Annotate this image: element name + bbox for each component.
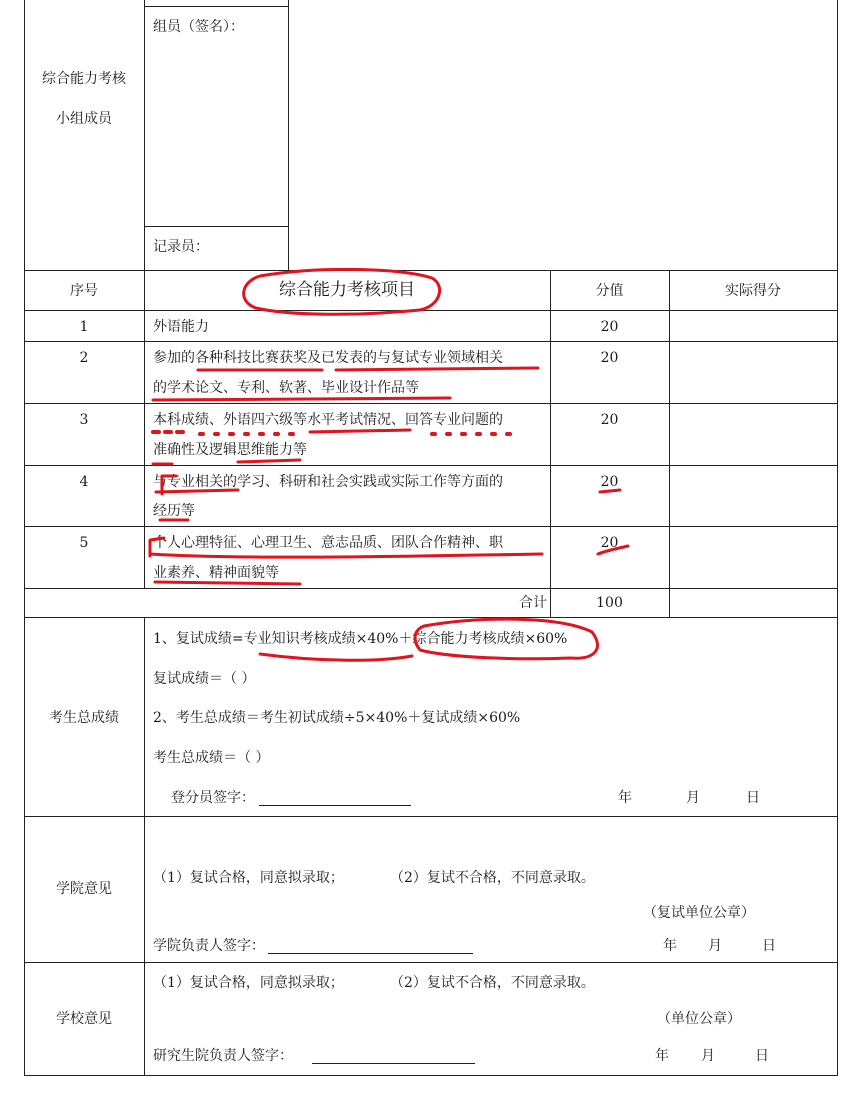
row-index: 1 — [79, 319, 89, 335]
row-index: 4 — [79, 474, 89, 490]
final-score-field[interactable]: 考生总成绩＝（ ） — [153, 750, 270, 766]
row-score: 20 — [600, 412, 619, 428]
row-line-bottom — [24, 1075, 837, 1076]
row-line-recorder — [144, 226, 288, 227]
formula-retest: 1、复试成绩=专业知识考核成绩×40%＋综合能力考核成绩×60% — [153, 631, 568, 647]
header-index: 序号 — [70, 283, 98, 299]
date-day: 日 — [755, 1048, 769, 1064]
row-line-top — [144, 6, 288, 7]
row-item-text: 外语能力 — [153, 319, 209, 335]
total-label: 合计 — [519, 595, 547, 611]
annotation-underline — [238, 460, 300, 462]
annotation-underline — [336, 368, 538, 370]
date-year: 年 — [655, 1048, 669, 1064]
actual-score-cell[interactable] — [670, 311, 836, 341]
committee-label-line2: 小组成员 — [56, 111, 112, 127]
college-option-pass[interactable]: （1）复试合格，同意拟录取； — [153, 870, 344, 886]
actual-score-cell[interactable] — [670, 466, 836, 526]
total-score-label: 考生总成绩 — [49, 710, 119, 726]
row-score: 20 — [600, 535, 619, 551]
row-index: 5 — [79, 535, 89, 551]
row-item-text-line1: 本科成绩、外语四六级等水平考试情况、回答专业问题的 — [153, 412, 503, 428]
date-day: 日 — [762, 938, 776, 954]
row-item-text-line1: 与专业相关的学习、科研和社会实践或实际工作等方面的 — [153, 474, 503, 490]
retest-score-field[interactable]: 复试成绩＝（ ） — [153, 671, 256, 687]
date-month: 月 — [708, 938, 722, 954]
total-value: 100 — [596, 595, 623, 611]
row-index: 3 — [79, 412, 89, 428]
row-line-college — [24, 962, 837, 963]
committee-label-line1: 综合能力考核 — [42, 71, 126, 87]
college-sign-label: 学院负责人签字： — [153, 938, 265, 954]
header-score: 分值 — [595, 283, 624, 299]
recorder-label: 记录员： — [153, 239, 209, 255]
date-year: 年 — [618, 790, 632, 806]
row-line-score — [24, 816, 837, 817]
college-seal: （复试单位公章） — [643, 905, 755, 921]
college-sign-line[interactable] — [268, 953, 473, 954]
actual-score-cell[interactable] — [670, 342, 836, 403]
annotation-underline — [150, 554, 542, 557]
school-sign-line[interactable] — [312, 1063, 475, 1064]
row-item-text-line2: 经历等 — [153, 503, 195, 519]
college-opinion-label: 学院意见 — [56, 881, 112, 897]
annotation-underline — [310, 430, 410, 432]
school-seal: （单位公章） — [657, 1011, 741, 1027]
school-option-pass[interactable]: （1）复试合格，同意拟录取； — [153, 975, 344, 991]
registrar-sign-line[interactable] — [259, 805, 411, 806]
college-option-fail[interactable]: （2）复试不合格，不同意录取。 — [390, 870, 595, 886]
date-year: 年 — [663, 938, 677, 954]
row-item-text-line2: 的学术论文、专利、软著、毕业设计作品等 — [153, 380, 419, 396]
header-item: 综合能力考核项目 — [279, 280, 415, 300]
registrar-sign-label: 登分员签字： — [171, 790, 255, 806]
date-day: 日 — [746, 790, 760, 806]
school-sign-label: 研究生院负责人签字： — [153, 1048, 293, 1064]
row-item-text-line2: 准确性及逻辑思维能力等 — [153, 442, 307, 458]
row-score: 20 — [600, 319, 619, 335]
annotation-underline — [155, 582, 300, 584]
col-divider-label-lower — [144, 617, 145, 1076]
row-line-header-top — [24, 270, 837, 271]
header-actual: 实际得分 — [725, 283, 781, 299]
actual-score-cell[interactable] — [670, 527, 836, 588]
actual-total-cell[interactable] — [670, 589, 836, 617]
school-opinion-label: 学校意见 — [56, 1011, 112, 1027]
row-score: 20 — [600, 350, 619, 366]
date-month: 月 — [686, 790, 700, 806]
annotation-underline — [260, 654, 412, 660]
row-item-text-line2: 业素养、精神面貌等 — [153, 565, 279, 581]
col-divider-committee — [288, 0, 289, 270]
formula-total: 2、考生总成绩＝考生初试成绩÷5×40%＋复试成绩×60% — [153, 710, 521, 726]
annotation-underline — [153, 398, 450, 400]
row-item-text-line1: 个人心理特征、心理卫生、意志品质、团队合作精神、职 — [153, 535, 503, 551]
date-month: 月 — [701, 1048, 715, 1064]
school-option-fail[interactable]: （2）复试不合格，不同意录取。 — [390, 975, 595, 991]
row-index: 2 — [79, 350, 89, 366]
table-border-right — [837, 0, 838, 1076]
actual-score-cell[interactable] — [670, 404, 836, 465]
members-sign-label: 组员（签名）： — [153, 19, 244, 35]
row-score: 20 — [600, 474, 619, 490]
row-line-total — [24, 617, 837, 618]
row-item-text-line1: 参加的各种科技比赛获奖及已发表的与复试专业领域相关 — [153, 350, 503, 366]
